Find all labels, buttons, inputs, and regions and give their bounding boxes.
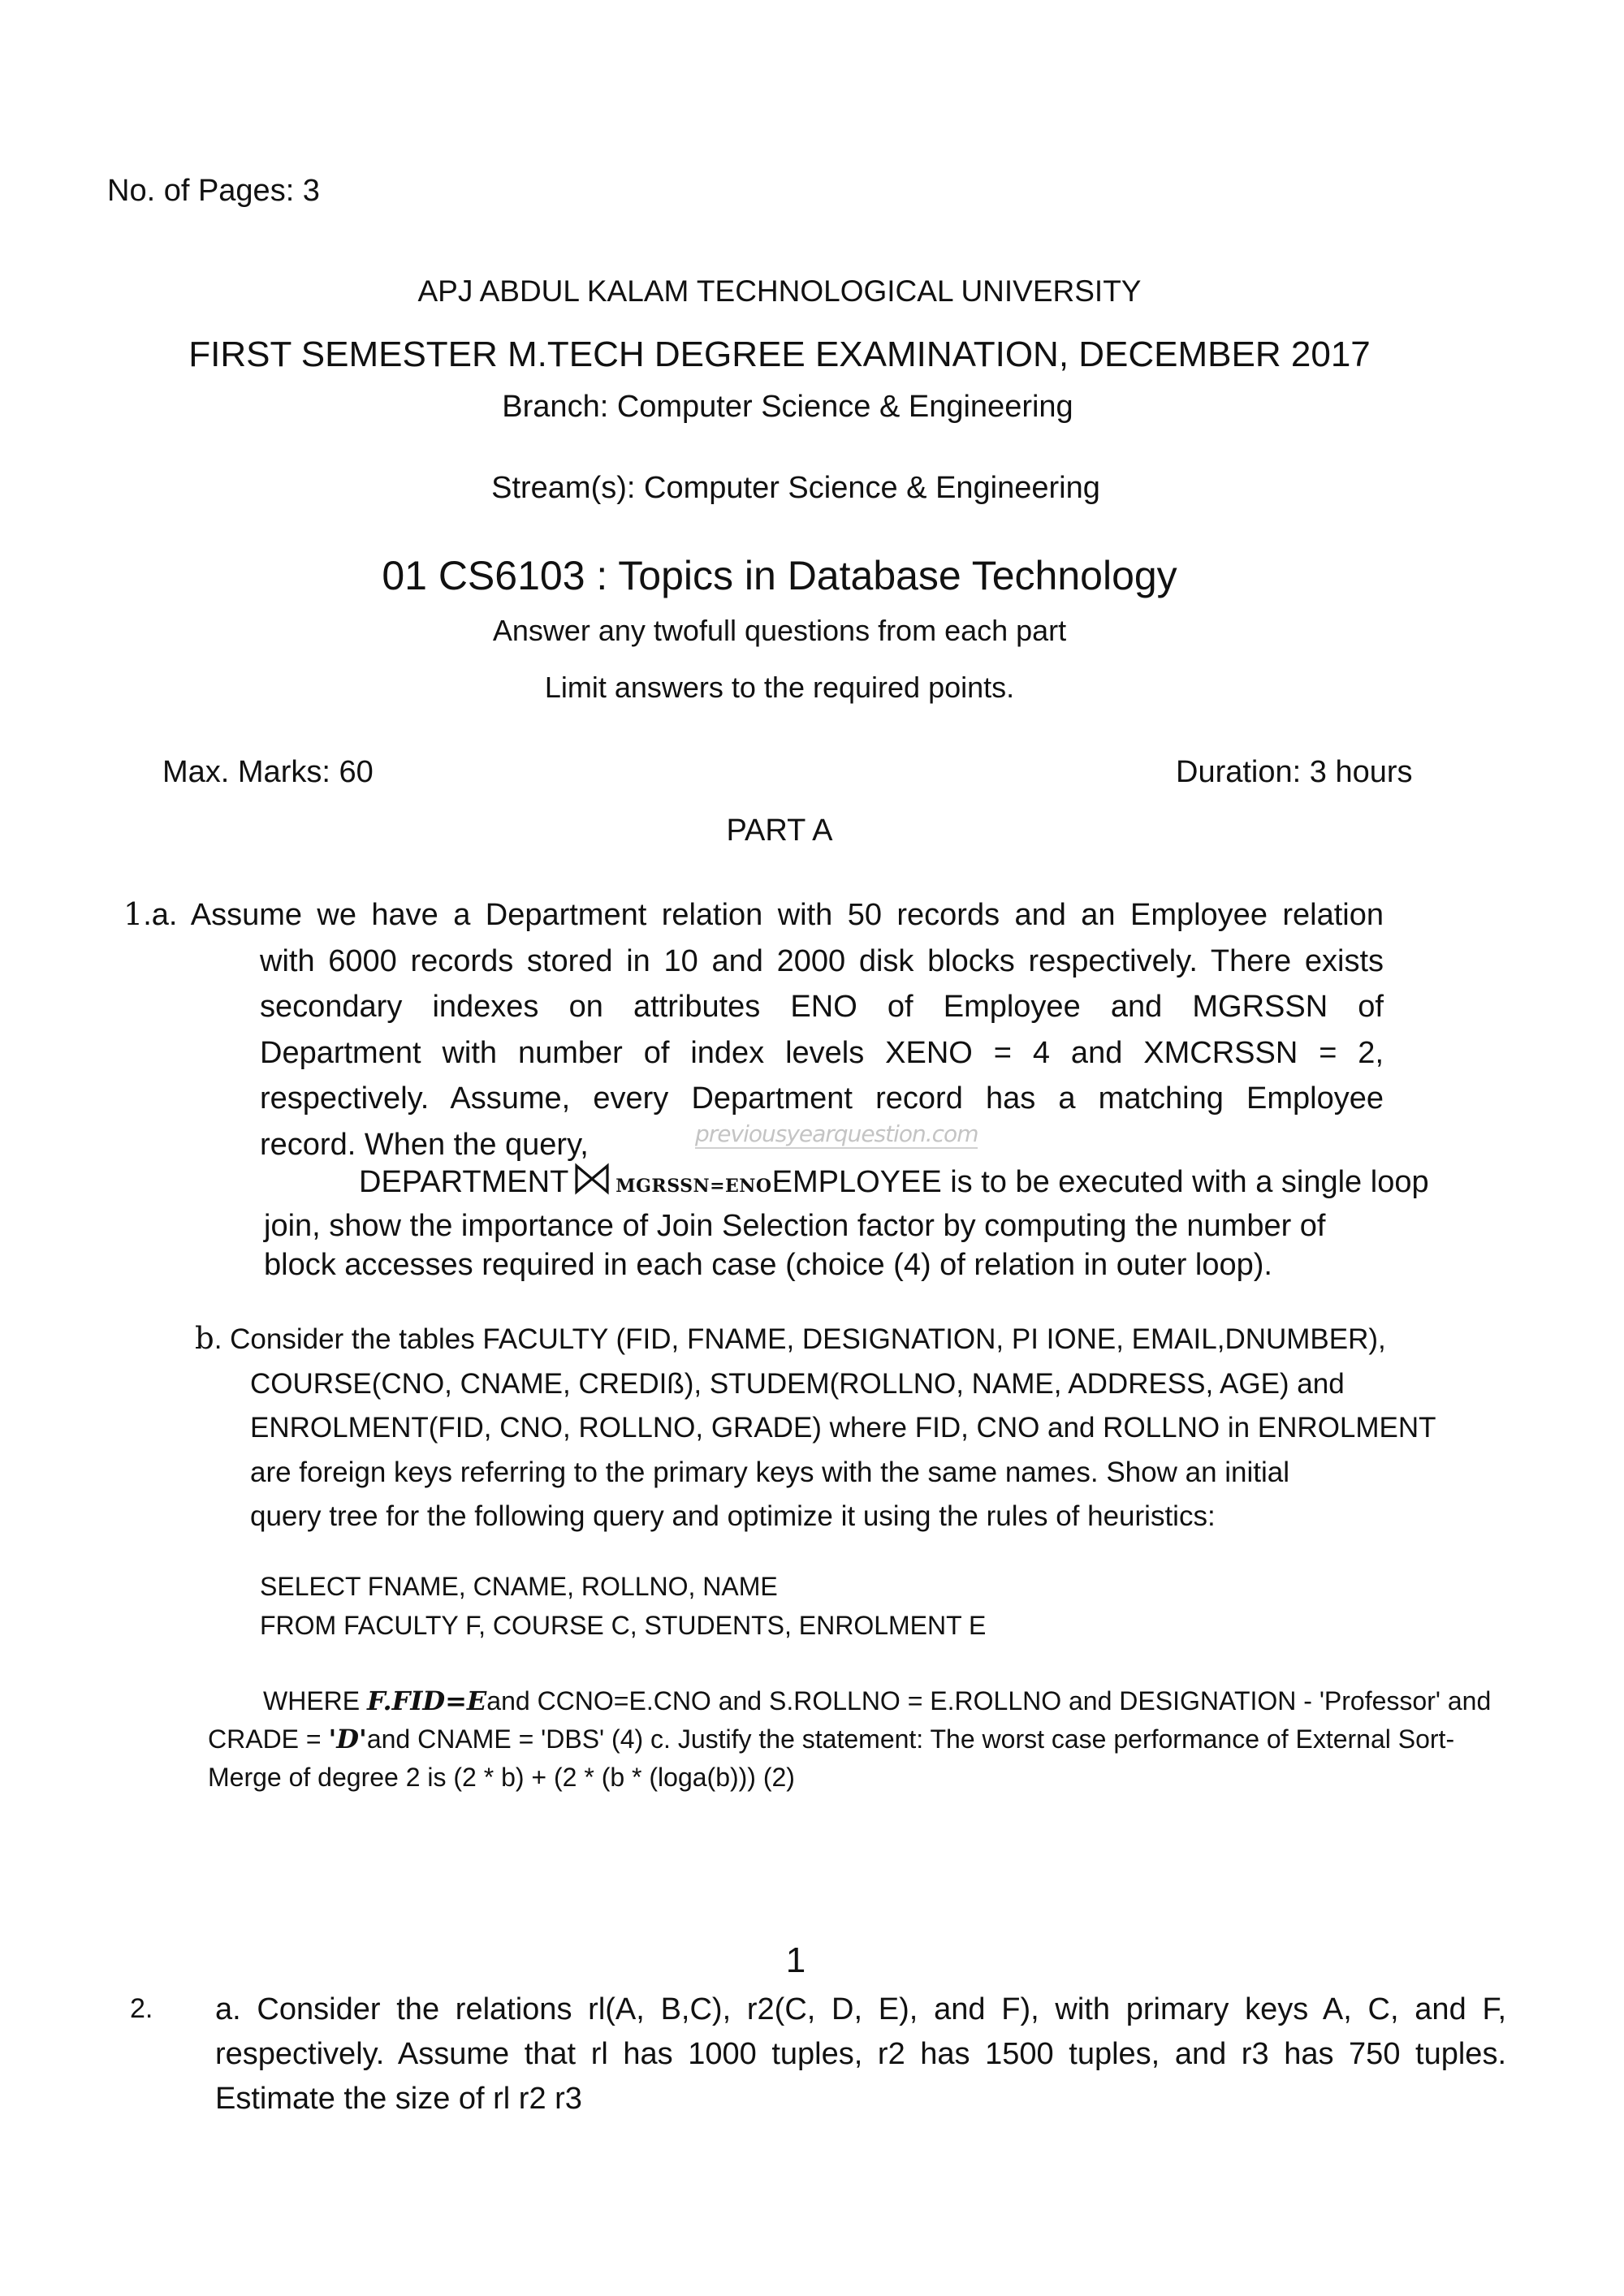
q1b-line-3: ENROLMENT(FID, CNO, ROLLNO, GRADE) where FID, CNO and ROLLNO in ENROLMENT (250, 1412, 1436, 1444)
sql-grade-line (208, 1720, 1491, 1759)
q1b-line-4: are foreign keys referring to the primary keys with the same names. Show an initial (250, 1456, 1290, 1488)
duration: Duration: 3 hours (1176, 755, 1413, 789)
q1-line-4: Department with number of index levels XENO = 4 and XMCRSSN = 2, (260, 1035, 1384, 1070)
stream-line: Stream(s): Computer Science & Engineering (491, 471, 1100, 505)
q1-line-5: respectively. Assume, every Department record has a matching Employee (260, 1081, 1384, 1116)
part-b-label: b (195, 1321, 214, 1356)
question-1a (123, 891, 1384, 1167)
q1b-line-2: COURSE(CNO, CNAME, CREDIß), STUDEM(ROLLNO, NAME, ADDRESS, AGE) and (250, 1367, 1345, 1400)
watermark: previousyearquestion.com (695, 1120, 978, 1147)
q2-line-3: Estimate the size of rl r2 r3 (215, 2082, 582, 2116)
dept-label: DEPARTMENT (359, 1165, 569, 1199)
q2-line-2: respectively. Assume that rl has 1000 tuples, r2 has 1500 tuples, and r3 has 750 tuples. (215, 2037, 1506, 2071)
sql-select: SELECT FNAME, CNAME, ROLLNO, NAME (260, 1572, 778, 1601)
sql-where-keyword: WHERE (263, 1686, 367, 1716)
branch-line: Branch: Computer Science & Engineering (502, 390, 1073, 424)
subject-title: 01 CS6103 : Topics in Database Technology (382, 553, 1177, 598)
instruction-2: Limit answers to the required points. (544, 671, 1015, 704)
join-condition: MGRSSN=ENO (615, 1176, 772, 1197)
question-2-number: 2. (130, 1993, 153, 2024)
q1-line-2: with 6000 records stored in 10 and 2000 disk blocks respectively. There exists (260, 943, 1384, 978)
part-heading: PART A (726, 814, 833, 848)
employee-rest: EMPLOYEE is to be executed with a single loop (771, 1165, 1429, 1199)
sql-where (208, 1682, 1491, 1797)
sql-where-italic: F.FID=E (367, 1685, 487, 1716)
page-count: No. of Pages: 3 (107, 174, 320, 208)
sql-where-line (208, 1682, 1491, 1720)
sql-grade-italic: 'D' (328, 1724, 367, 1754)
q1-line-1 (123, 891, 1384, 939)
sql-from: FROM FACULTY F, COURSE C, STUDENTS, ENROLMENT E (260, 1611, 987, 1640)
sql-grade-pre: CRADE = (208, 1724, 329, 1754)
q1b-text: . Consider the tables FACULTY (FID, FNAME, DESIGNATION, PI IONE, EMAIL,DNUMBER), (214, 1323, 1386, 1355)
exam-title: FIRST SEMESTER M.TECH DEGREE EXAMINATION, DECEMBER 2017 (188, 334, 1371, 374)
university-name: APJ ABDUL KALAM TECHNOLOGICAL UNIVERSITY (417, 274, 1142, 308)
q1b-line-5: query tree for the following query and optimize it using the rules of heuristics: (250, 1500, 1216, 1532)
max-marks: Max. Marks: 60 (162, 755, 374, 789)
page-number: 1 (785, 1940, 806, 1980)
q1-tail (264, 1206, 1326, 1284)
question-number: 1 (123, 896, 144, 932)
sql-grade-rest: and CNAME = 'DBS' (4) c. Justify the statement: The worst case performance of External Sort- (366, 1724, 1455, 1754)
q2-line-1: a. Consider the relations rl(A, B,C), r2(C, D, E), and F), with primary keys A, C, and F, (215, 1992, 1506, 2026)
sql-merge-line: Merge of degree 2 is (2 * b) + (2 * (b * (loga(b))) (2) (208, 1763, 795, 1792)
question-1b (195, 1317, 1436, 1539)
part-label: .a. (143, 898, 178, 932)
q1-line-3: secondary indexes on attributes ENO of Employee and MGRSSN of (260, 990, 1384, 1024)
q1-tail-1: join, show the importance of Join Selection factor by computing the number of (264, 1209, 1326, 1243)
sql-where-rest: and CCNO=E.CNO and S.ROLLNO = E.ROLLNO and DESIGNATION - 'Professor' and (486, 1686, 1492, 1716)
q1-line-6: record. When the query, (260, 1127, 589, 1162)
question-2a (215, 1987, 1506, 2121)
instruction-1: Answer any twofull questions from each part (492, 614, 1067, 647)
join-expression (359, 1163, 1429, 1200)
q1-tail-2: block accesses required in each case (choice (4) of relation in outer loop). (264, 1248, 1272, 1282)
sql-query (260, 1567, 986, 1645)
q1-text: Assume we have a Department relation with 50 records and an Employee relation (190, 898, 1384, 932)
natural-join-icon (573, 1163, 611, 1195)
q1b-line-1 (195, 1317, 1436, 1362)
